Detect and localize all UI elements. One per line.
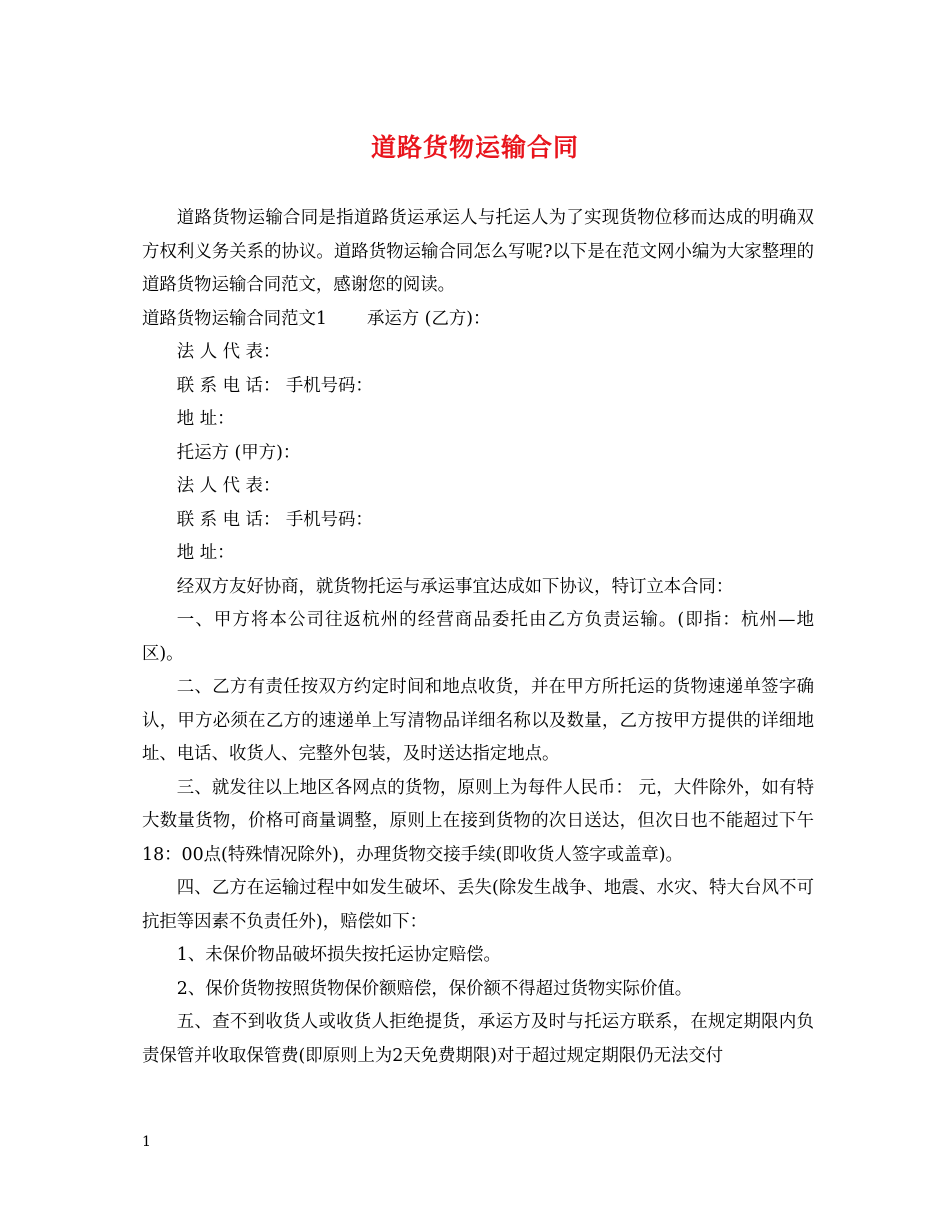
- paragraph-clause-5: 五、查不到收货人或收货人拒绝提货，承运方及时与托运方联系，在规定期限内负责保管并收取保管费(即原则上为2天免费期限)对于超过规定期限仍无法交付: [142, 1012, 814, 1066]
- paragraph-carrier-address: 地 址：: [176, 409, 235, 429]
- paragraph-shipper-label: 托运方 (甲方)：: [176, 442, 301, 463]
- paragraph-clause-4: 四、乙方在运输过程中如发生破坏、丢失(除发生战争、地震、水灾、特大台风不可抗拒等因素不负责任外)，赔偿如下：: [142, 878, 814, 932]
- paragraph-shipper-rep: 法 人 代 表：: [176, 476, 281, 496]
- paragraph-clause-4-item-2: 2、保价货物按照货物保价额赔偿，保价额不得超过货物实际价值。: [176, 978, 693, 999]
- paragraph-carrier-phone: 联 系 电 话： 手机号码：: [176, 375, 373, 396]
- page-number: 1: [142, 1134, 151, 1150]
- paragraph-shipper-address: 地 址：: [176, 543, 235, 563]
- paragraph-clause-4-item-1: 1、未保价物品破坏损失按托运协定赔偿。: [176, 945, 501, 965]
- paragraph-shipper-phone: 联 系 电 话： 手机号码：: [176, 509, 373, 530]
- paragraph-agreement-intro: 经双方友好协商，就货物托运与承运事宜达成如下协议，特订立本合同：: [176, 576, 734, 597]
- sample-title: 道路货物运输合同范文1: [142, 308, 327, 329]
- paragraph-clause-2: 二、乙方有责任按双方约定时间和地点收货，并在甲方所托运的货物速递单签字确认，甲方必须在乙方的速递单上写清物品详细名称以及数量，乙方按甲方提供的详细地址、电话、收货人、完整外包装，及时送达指定地点。: [142, 677, 814, 764]
- paragraph-carrier-rep: 法 人 代 表：: [176, 342, 281, 362]
- paragraph-intro: 道路货物运输合同是指道路货运承运人与托运人为了实现货物位移而达成的明确双方权利义务关系的协议。道路货物运输合同怎么写呢?以下是在范文网小编为大家整理的道路货物运输合同范文，感谢您的阅读。: [142, 208, 814, 295]
- document-title: 道路货物运输合同: [370, 133, 579, 162]
- document-body: [142, 202, 814, 1073]
- paragraph-sample-heading: [142, 303, 814, 337]
- carrier-label: 承运方 (乙方)：: [366, 308, 491, 329]
- paragraph-clause-3: 三、就发往以上地区各网点的货物，原则上为每件人民币： 元，大件除外，如有特大数量货物，价格可商量调整，原则上在接到货物的次日送达，但次日也不能超过下午18：00点(特殊情况除外)，办理货物交接手续(即收货人签字或盖章)。: [142, 777, 814, 865]
- paragraph-clause-1: 一、甲方将本公司往返杭州的经营商品委托由乙方负责运输。(即指：杭州—地区)。: [142, 610, 814, 664]
